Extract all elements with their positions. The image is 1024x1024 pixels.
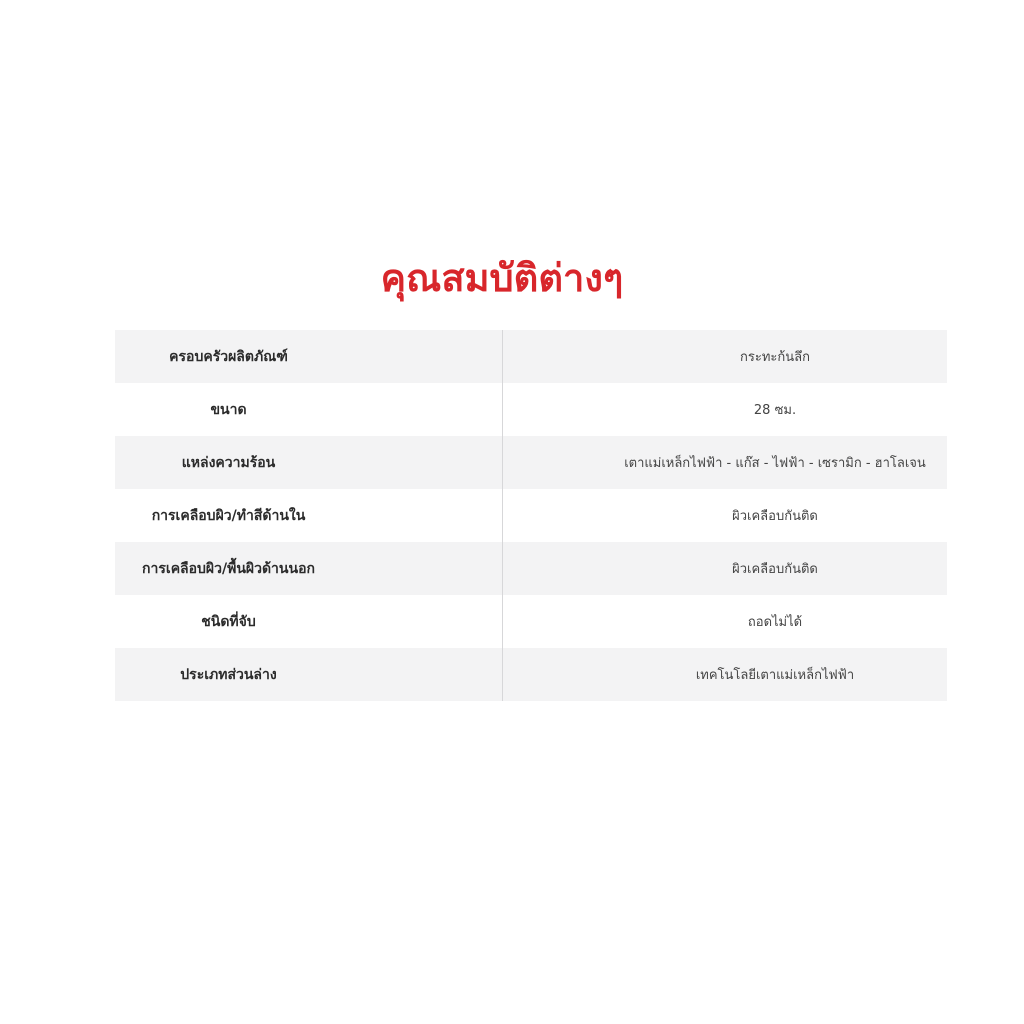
spec-row-handle-type	[115, 595, 947, 648]
spec-row-size	[115, 383, 947, 436]
section-title: คุณสมบัติต่างๆ	[380, 256, 624, 300]
spec-value: 28 ซม.	[753, 403, 797, 418]
spec-value: ผิวเคลือบกันติด	[732, 509, 818, 524]
spec-label: แหล่งความร้อน	[115, 436, 503, 489]
spec-value: กระทะก้นลึก	[740, 350, 810, 365]
spec-row-product-family	[115, 330, 947, 383]
spec-value: เตาแม่เหล็กไฟฟ้า - แก๊ส - ไฟฟ้า - เซรามิก - ฮาโลเจน	[624, 456, 926, 471]
spec-label: ชนิดที่จับ	[115, 595, 503, 648]
spec-value: ถอดไม่ได้	[747, 615, 803, 630]
spec-row-inner-coating	[115, 489, 947, 542]
spec-label: ครอบครัวผลิตภัณฑ์	[115, 330, 503, 383]
spec-label: ขนาด	[115, 383, 503, 436]
spec-row-outer-coating	[115, 542, 947, 595]
spec-label: การเคลือบผิว/ทำสีด้านใน	[115, 489, 503, 542]
spec-row-heat-source	[115, 436, 947, 489]
spec-row-base-type	[115, 648, 947, 701]
spec-label: ประเภทส่วนล่าง	[115, 648, 503, 701]
spec-label: การเคลือบผิว/พื้นผิวด้านนอก	[115, 542, 503, 595]
spec-value: ผิวเคลือบกันติด	[732, 562, 818, 577]
spec-table	[115, 330, 947, 701]
spec-value: เทคโนโลยีเตาแม่เหล็กไฟฟ้า	[695, 668, 855, 683]
